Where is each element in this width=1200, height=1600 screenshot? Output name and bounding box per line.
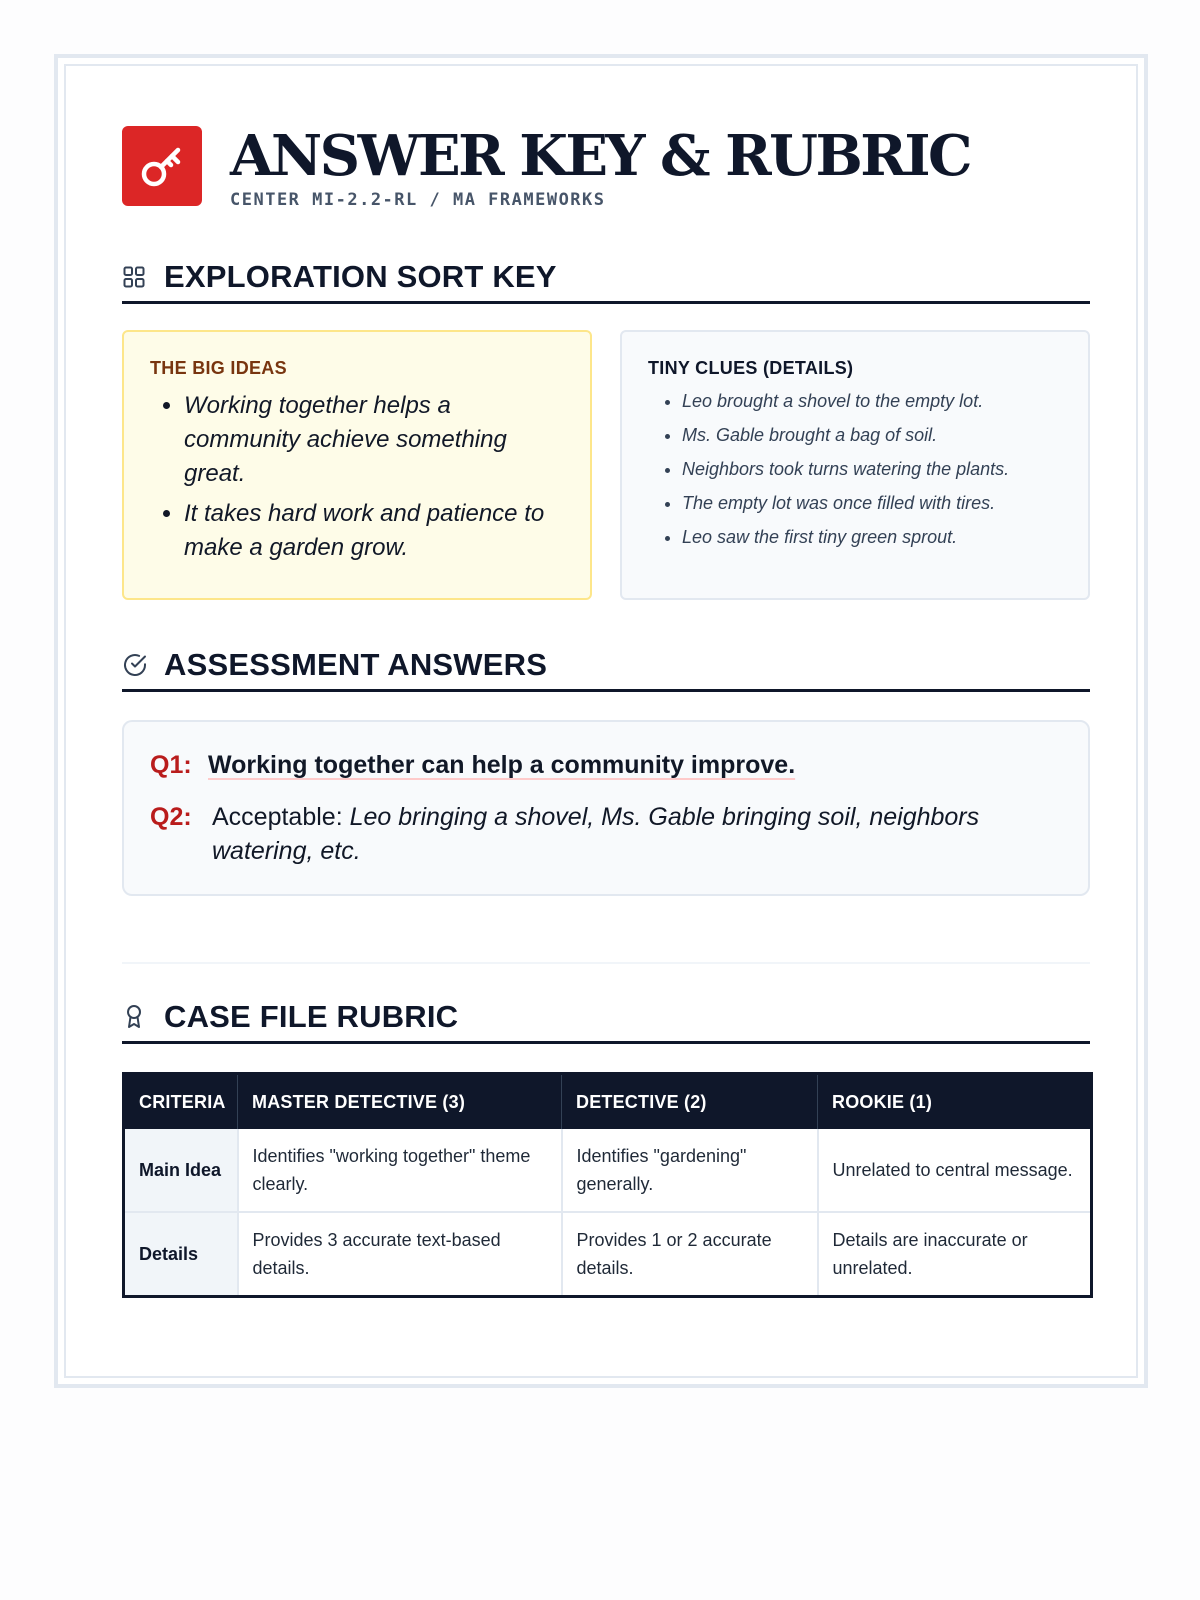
check-circle-icon: [122, 652, 148, 678]
list-item: • Neighbors took turns watering the plants.: [682, 457, 1062, 481]
question-label: Q2:: [150, 803, 192, 831]
table-row: [124, 1212, 1092, 1297]
table-cell: Provides 1 or 2 accurate details.: [562, 1212, 818, 1297]
page-subtitle: CENTER MI-2.2-RL / MA FRAMEWORKS: [230, 190, 606, 210]
list-item: • Leo saw the first tiny green sprout.: [682, 525, 1062, 549]
list-item: • The empty lot was once filled with tires.: [682, 491, 1062, 515]
table-cell: Unrelated to central message.: [818, 1129, 1092, 1212]
list-item: • Leo brought a shovel to the empty lot.: [682, 389, 1062, 413]
tiny-clues-card: [620, 330, 1090, 600]
column-header: DETECTIVE (2): [562, 1074, 818, 1130]
title-block: [122, 123, 1090, 210]
column-header: CRITERIA: [124, 1074, 238, 1130]
column-header: ROOKIE (1): [818, 1074, 1092, 1130]
big-ideas-list: [150, 389, 564, 565]
tiny-clues-title: TINY CLUES (DETAILS): [648, 358, 854, 378]
rubric-table: [122, 1072, 1093, 1298]
big-ideas-card: [122, 330, 592, 600]
column-header: MASTER DETECTIVE (3): [238, 1074, 562, 1130]
answers-card: [122, 720, 1090, 896]
answer-text: Working together can help a community improve.: [208, 751, 796, 779]
grid-icon: [122, 264, 148, 290]
table-cell: Provides 3 accurate text-based details.: [238, 1212, 562, 1297]
section-title: EXPLORATION SORT KEY: [164, 258, 557, 294]
table-cell: Details are inaccurate or unrelated.: [818, 1212, 1092, 1297]
table-header-row: [124, 1074, 1092, 1130]
section-title: CASE FILE RUBRIC: [164, 998, 459, 1034]
worksheet-content: [122, 123, 1090, 1298]
answer-examples: Leo bringing a shovel, Ms. Gable bringing soil, neighbors watering, etc.: [212, 803, 980, 865]
list-item: • Ms. Gable brought a bag of soil.: [682, 423, 1062, 447]
award-icon: [122, 1004, 148, 1030]
page-title: ANSWER KEY & RUBRIC: [230, 123, 971, 189]
answer-row-q1: [150, 748, 1062, 782]
list-item: • It takes hard work and patience to make a garden grow.: [184, 497, 564, 565]
exploration-section-heading: [122, 252, 1090, 304]
section-divider: [122, 962, 1090, 964]
question-label: Q1:: [150, 751, 192, 779]
key-icon: [122, 126, 202, 206]
sort-key-grid: [122, 330, 1090, 600]
section-title: ASSESSMENT ANSWERS: [164, 646, 548, 682]
big-ideas-title: THE BIG IDEAS: [150, 358, 287, 378]
criteria-cell: Details: [124, 1212, 238, 1297]
list-item: • Working together helps a community achieve something great.: [184, 389, 564, 491]
tiny-clues-list: [648, 389, 1062, 549]
answer-prefix: Acceptable:: [212, 803, 350, 831]
assessment-section-heading: [122, 640, 1090, 692]
table-cell: Identifies "gardening" generally.: [562, 1129, 818, 1212]
criteria-cell: Main Idea: [124, 1129, 238, 1212]
answer-row-q2: [150, 800, 1062, 868]
rubric-section-heading: [122, 992, 1090, 1044]
table-cell: Identifies "working together" theme clearly.: [238, 1129, 562, 1212]
answer-text: [208, 800, 1062, 868]
table-row: [124, 1129, 1092, 1212]
